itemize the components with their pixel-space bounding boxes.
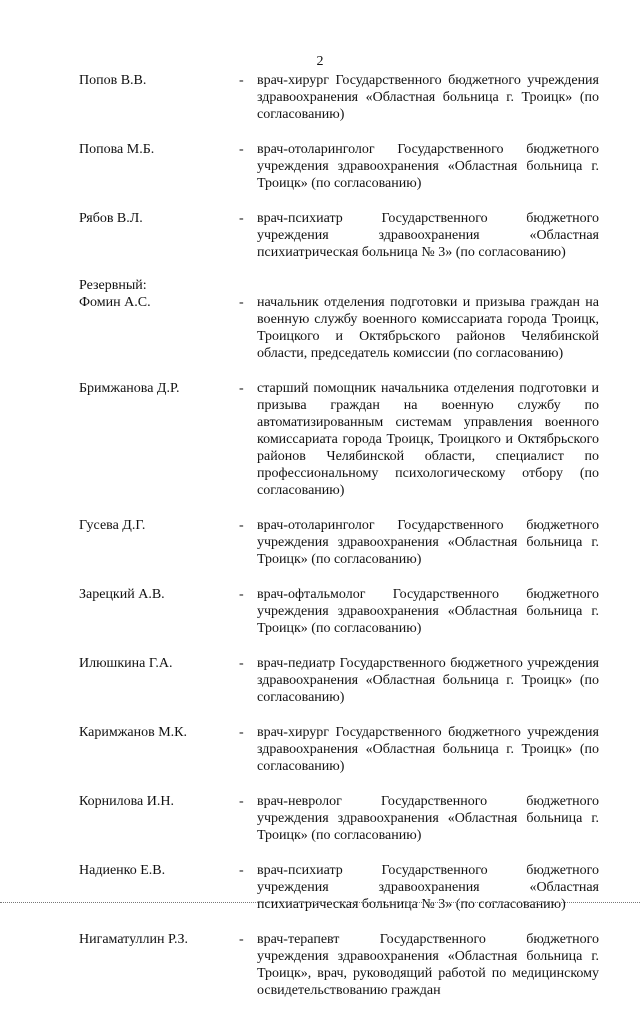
member-name: Надиенко Е.В. (79, 863, 166, 878)
member-position: врач-психиатр Государственного бюджетного учреждения здравоохранения «Областная психиатрическая больница № 3» (по согласованию) (257, 211, 599, 260)
member-name: Корнилова И.Н. (79, 794, 174, 809)
reserve-member-entry (79, 380, 599, 499)
reserve-section-label: Резервный: (79, 278, 147, 293)
reserve-member-entry (79, 862, 599, 913)
member-position: врач-отоларинголог Государственного бюджетного учреждения здравоохранения «Областная больница г. Троицк» (по согласованию) (257, 518, 599, 567)
member-position: старший помощник начальника отделения подготовки и призыва граждан на военную службу по автоматизированным системам управления военного комиссариата города Троицк, Троицкого и Октябрьского районов Челябинской области, специалист по профессиональному психологическому отбору (по согласованию) (257, 381, 599, 498)
separator-dash: - (239, 518, 244, 533)
member-name: Илюшкина Г.А. (79, 656, 173, 671)
member-position: врач-хирург Государственного бюджетного учреждения здравоохранения «Областная больница г. Троицк» (по согласованию) (257, 725, 599, 774)
member-name: Рябов В.Л. (79, 211, 143, 226)
member-name: Попов В.В. (79, 73, 147, 88)
member-entry (79, 141, 599, 192)
member-position: врач-хирург Государственного бюджетного учреждения здравоохранения «Областная больница г. Троицк» (по согласованию) (257, 73, 599, 122)
page-number: 2 (316, 54, 324, 69)
separator-dash: - (239, 73, 244, 88)
member-position: врач-психиатр Государственного бюджетного учреждения здравоохранения «Областная психиатрическая больница № 3» (по согласованию) (257, 863, 599, 912)
member-position: врач-отоларинголог Государственного бюджетного учреждения здравоохранения «Областная больница г. Троицк» (по согласованию) (257, 142, 599, 191)
separator-dash: - (239, 863, 244, 878)
separator-dash: - (239, 794, 244, 809)
reserve-member-entry (79, 724, 599, 775)
separator-dash: - (239, 381, 244, 396)
member-position: врач-терапевт Государственного бюджетного учреждения здравоохранения «Областная больница г. Троицк», врач, руководящий работой по медицинскому освидетельствованию граждан (257, 932, 599, 998)
separator-dash: - (239, 295, 244, 310)
member-position: врач-педиатр Государственного бюджетного учреждения здравоохранения «Областная больница г. Троицк» (по согласованию) (257, 656, 599, 705)
member-position: врач-невролог Государственного бюджетного учреждения здравоохранения «Областная больница г. Троицк» (по согласованию) (257, 794, 599, 843)
member-name: Нигаматуллин Р.З. (79, 932, 188, 947)
reserve-member-entry (79, 517, 599, 568)
member-name: Каримжанов М.К. (79, 725, 187, 740)
member-position: врач-офтальмолог Государственного бюджетного учреждения здравоохранения «Областная больница г. Троицк» (по согласованию) (257, 587, 599, 636)
separator-dash: - (239, 142, 244, 157)
member-name: Фомин А.С. (79, 295, 151, 310)
reserve-member-entry (79, 294, 599, 362)
separator-dash: - (239, 587, 244, 602)
separator-dash: - (239, 725, 244, 740)
member-name: Гусева Д.Г. (79, 518, 146, 533)
member-name: Попова М.Б. (79, 142, 155, 157)
reserve-member-entry (79, 793, 599, 844)
member-position: начальник отделения подготовки и призыва граждан на военную службу военного комиссариата города Троицк, Троицкого и Октябрьского районов Челябинской области, председатель комиссии (по согласованию) (257, 295, 599, 361)
reserve-member-entry (79, 586, 599, 637)
separator-dash: - (239, 932, 244, 947)
member-entry (79, 210, 599, 261)
reserve-member-entry (79, 931, 599, 999)
commission-member-list (79, 72, 599, 1017)
separator-dash: - (239, 211, 244, 226)
reserve-member-entry (79, 655, 599, 706)
member-name: Зарецкий А.В. (79, 587, 165, 602)
member-entry (79, 72, 599, 123)
member-name: Бримжанова Д.Р. (79, 381, 180, 396)
separator-dash: - (239, 656, 244, 671)
page-bottom-edge (0, 902, 640, 903)
